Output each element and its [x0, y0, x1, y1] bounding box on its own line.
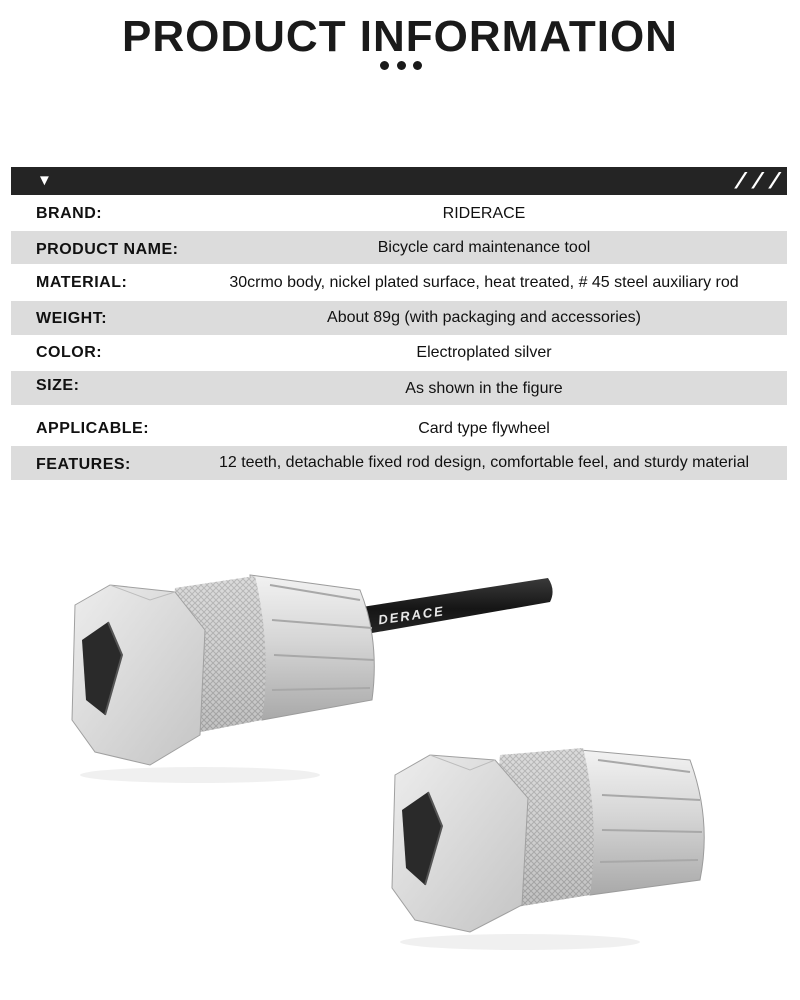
- spec-label: COLOR:: [36, 344, 103, 361]
- spec-label: MATERIAL:: [36, 274, 128, 291]
- spec-row-product-name: [11, 231, 787, 264]
- rod-brand-label: DERACE: [377, 603, 446, 628]
- spec-row-applicable: [11, 406, 787, 445]
- spec-value: 12 teeth, detachable fixed rod design, comfortable feel, and sturdy material: [218, 454, 750, 471]
- triangle-down-icon: ▼: [37, 172, 52, 189]
- cassette-tool: [392, 748, 704, 932]
- dot: [380, 61, 389, 70]
- page-title: PRODUCT INFORMATION: [122, 12, 678, 61]
- dot: [413, 61, 422, 70]
- slash-icon: /: [750, 168, 764, 193]
- spec-label: APPLICABLE:: [36, 420, 150, 437]
- spec-row-brand: [11, 196, 787, 230]
- slash-icon: /: [767, 168, 781, 193]
- cassette-tool-with-rod: [72, 575, 553, 765]
- dot: [397, 61, 406, 70]
- slashes-decoration: [733, 167, 781, 195]
- spec-value: About 89g (with packaging and accessories): [327, 309, 641, 326]
- spec-value: As shown in the figure: [405, 380, 563, 397]
- spec-label: BRAND:: [36, 205, 103, 222]
- spec-label: SIZE:: [36, 377, 80, 394]
- spec-label: PRODUCT NAME:: [36, 241, 179, 258]
- spec-label: FEATURES:: [36, 456, 131, 473]
- spec-row-weight: [11, 301, 787, 335]
- spec-value: Bicycle card maintenance tool: [377, 239, 591, 256]
- product-photo: [0, 540, 800, 960]
- spec-row-material: [11, 265, 787, 300]
- spec-value: Electroplated silver: [416, 344, 552, 361]
- spec-value: Card type flywheel: [418, 420, 550, 437]
- spec-table-header-bar: [11, 167, 787, 195]
- spec-label: WEIGHT:: [36, 310, 108, 327]
- spec-value: 30crmo body, nickel plated surface, heat treated, # 45 steel auxiliary rod: [229, 274, 739, 291]
- title-dots: [380, 61, 422, 71]
- spec-row-size: [11, 371, 787, 405]
- spec-row-color: [11, 336, 787, 370]
- spec-row-features: [11, 446, 787, 480]
- slash-icon: /: [733, 168, 747, 193]
- spec-value: RIDERACE: [442, 205, 526, 222]
